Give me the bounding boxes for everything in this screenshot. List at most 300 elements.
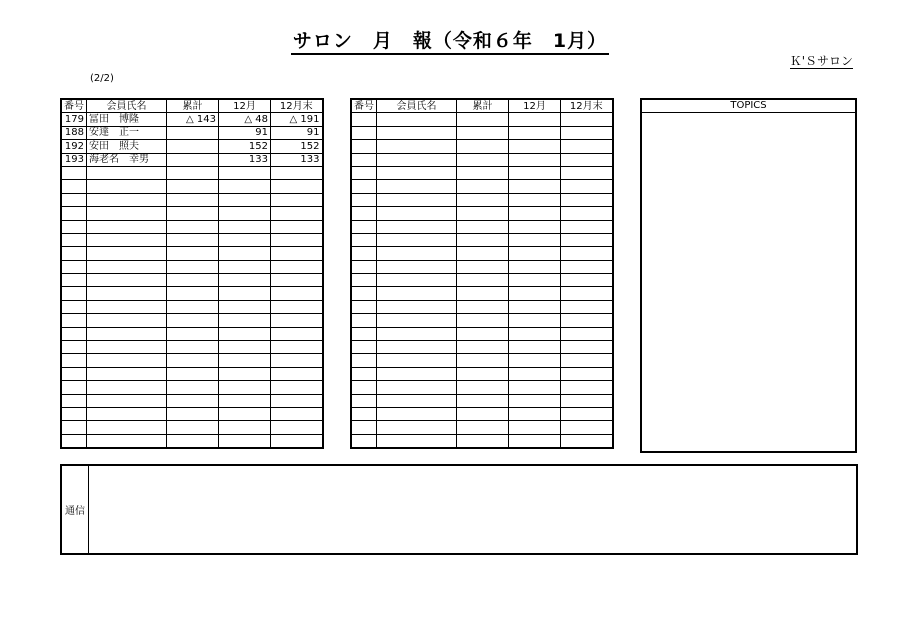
month-end-value xyxy=(561,180,613,193)
month-value xyxy=(509,407,561,420)
month-value xyxy=(219,394,271,407)
report-title: サロン 月 報（令和６年 1月） xyxy=(0,26,900,53)
table-row xyxy=(351,207,613,220)
communication-label: 通信 xyxy=(62,466,89,553)
member-name xyxy=(377,180,457,193)
organization-name: Ｋ'Ｓサロン xyxy=(789,54,853,68)
table-row xyxy=(351,381,613,394)
member-name xyxy=(87,220,167,233)
month-value xyxy=(219,180,271,193)
cumulative-total xyxy=(457,434,509,448)
cumulative-total xyxy=(457,233,509,246)
cumulative-total xyxy=(457,153,509,166)
table-row xyxy=(351,180,613,193)
cumulative-total xyxy=(457,126,509,139)
col-month-header: 12月 xyxy=(219,99,271,113)
month-value xyxy=(219,247,271,260)
cumulative-total xyxy=(167,193,219,206)
table-row xyxy=(351,300,613,313)
cumulative-total: △ 143 xyxy=(167,113,219,126)
month-end-value xyxy=(271,274,323,287)
member-name xyxy=(87,407,167,420)
cumulative-total xyxy=(167,367,219,380)
member-name xyxy=(87,421,167,434)
table-row xyxy=(61,394,323,407)
cumulative-total xyxy=(457,166,509,179)
table-row xyxy=(351,341,613,354)
member-name xyxy=(377,367,457,380)
month-end-value xyxy=(271,193,323,206)
month-value xyxy=(509,247,561,260)
table-row xyxy=(61,421,323,434)
cumulative-total xyxy=(457,394,509,407)
member-name xyxy=(87,381,167,394)
cumulative-total xyxy=(167,207,219,220)
table-row xyxy=(61,381,323,394)
month-value xyxy=(509,153,561,166)
row-number xyxy=(61,166,87,179)
month-end-value xyxy=(561,126,613,139)
row-number xyxy=(351,287,377,300)
row-number xyxy=(351,274,377,287)
table-row xyxy=(61,300,323,313)
table-row xyxy=(351,126,613,139)
member-name xyxy=(377,407,457,420)
table-row xyxy=(351,354,613,367)
member-name xyxy=(377,140,457,153)
row-number xyxy=(351,140,377,153)
month-value xyxy=(219,367,271,380)
member-name xyxy=(87,274,167,287)
member-name xyxy=(377,153,457,166)
member-name xyxy=(377,287,457,300)
table-row xyxy=(61,327,323,340)
cumulative-total xyxy=(167,220,219,233)
row-number xyxy=(351,207,377,220)
cumulative-total xyxy=(457,193,509,206)
row-number: 193 xyxy=(61,153,87,166)
month-end-value xyxy=(271,166,323,179)
col-number-header: 番号 xyxy=(61,99,87,113)
month-value xyxy=(219,220,271,233)
table-row xyxy=(61,260,323,273)
month-end-value xyxy=(561,314,613,327)
month-value xyxy=(509,300,561,313)
month-value xyxy=(509,354,561,367)
table-row xyxy=(351,140,613,153)
month-value: 133 xyxy=(219,153,271,166)
table-row xyxy=(61,207,323,220)
member-name xyxy=(377,233,457,246)
member-name xyxy=(377,274,457,287)
cumulative-total xyxy=(167,287,219,300)
month-end-value xyxy=(561,274,613,287)
cumulative-total xyxy=(167,394,219,407)
row-number xyxy=(351,300,377,313)
cumulative-total xyxy=(167,407,219,420)
month-value xyxy=(219,314,271,327)
member-name xyxy=(377,193,457,206)
member-name xyxy=(377,354,457,367)
member-name xyxy=(377,126,457,139)
month-end-value: 133 xyxy=(271,153,323,166)
cumulative-total xyxy=(167,260,219,273)
row-number xyxy=(351,180,377,193)
col-number-header: 番号 xyxy=(351,99,377,113)
row-number xyxy=(351,247,377,260)
right-table-header xyxy=(351,99,613,113)
cumulative-total xyxy=(457,140,509,153)
month-end-value xyxy=(561,354,613,367)
member-name xyxy=(87,193,167,206)
table-row xyxy=(351,274,613,287)
row-number xyxy=(61,327,87,340)
month-end-value xyxy=(271,354,323,367)
table-row xyxy=(61,166,323,179)
row-number xyxy=(61,421,87,434)
row-number xyxy=(61,180,87,193)
table-row xyxy=(351,166,613,179)
member-name xyxy=(377,421,457,434)
cumulative-total xyxy=(457,113,509,126)
table-row xyxy=(351,113,613,126)
month-value xyxy=(509,166,561,179)
table-row xyxy=(61,233,323,246)
col-month-header: 12月 xyxy=(509,99,561,113)
month-end-value xyxy=(271,247,323,260)
month-value xyxy=(219,327,271,340)
member-name xyxy=(87,247,167,260)
row-number xyxy=(351,367,377,380)
topics-box xyxy=(640,98,857,453)
cumulative-total xyxy=(457,381,509,394)
member-name xyxy=(87,287,167,300)
month-value: 91 xyxy=(219,126,271,139)
row-number xyxy=(61,407,87,420)
table-row xyxy=(61,274,323,287)
month-value xyxy=(509,394,561,407)
table-row xyxy=(351,153,613,166)
month-end-value xyxy=(271,407,323,420)
col-total-header: 累計 xyxy=(457,99,509,113)
month-end-value xyxy=(561,367,613,380)
member-name xyxy=(377,314,457,327)
cumulative-total xyxy=(167,354,219,367)
month-value xyxy=(219,193,271,206)
right-member-table xyxy=(350,98,614,449)
month-end-value xyxy=(271,367,323,380)
table-row xyxy=(351,394,613,407)
month-value: 152 xyxy=(219,140,271,153)
month-end-value: △ 191 xyxy=(271,113,323,126)
row-number xyxy=(61,381,87,394)
table-row xyxy=(61,153,323,166)
cumulative-total xyxy=(457,300,509,313)
month-end-value xyxy=(561,394,613,407)
table-row xyxy=(61,287,323,300)
table-row xyxy=(61,434,323,448)
member-name xyxy=(377,247,457,260)
row-number xyxy=(351,354,377,367)
row-number xyxy=(61,314,87,327)
month-value xyxy=(509,193,561,206)
member-name xyxy=(87,166,167,179)
member-name xyxy=(377,220,457,233)
row-number xyxy=(61,394,87,407)
month-value xyxy=(509,260,561,273)
cumulative-total xyxy=(457,247,509,260)
month-end-value xyxy=(561,434,613,448)
page-indicator: (2/2) xyxy=(90,73,114,84)
table-row xyxy=(351,434,613,448)
month-end-value xyxy=(271,233,323,246)
row-number xyxy=(351,434,377,448)
row-number xyxy=(61,247,87,260)
table-row xyxy=(61,113,323,126)
left-member-table xyxy=(60,98,324,449)
cumulative-total xyxy=(457,327,509,340)
row-number: 179 xyxy=(61,113,87,126)
table-row xyxy=(61,354,323,367)
table-row xyxy=(61,247,323,260)
month-end-value xyxy=(561,407,613,420)
row-number xyxy=(351,220,377,233)
month-value xyxy=(509,113,561,126)
cumulative-total xyxy=(167,300,219,313)
cumulative-total xyxy=(167,166,219,179)
row-number xyxy=(61,341,87,354)
month-end-value xyxy=(561,341,613,354)
table-row xyxy=(351,287,613,300)
row-number xyxy=(351,153,377,166)
row-number xyxy=(351,193,377,206)
member-name xyxy=(377,260,457,273)
month-value xyxy=(219,260,271,273)
cumulative-total xyxy=(167,341,219,354)
member-name xyxy=(377,166,457,179)
member-name xyxy=(377,207,457,220)
row-number xyxy=(351,341,377,354)
month-value xyxy=(509,207,561,220)
month-value xyxy=(219,233,271,246)
member-name xyxy=(87,434,167,448)
member-name xyxy=(87,260,167,273)
month-end-value xyxy=(561,247,613,260)
month-end-value xyxy=(561,327,613,340)
cumulative-total xyxy=(167,233,219,246)
month-end-value xyxy=(561,140,613,153)
month-end-value xyxy=(271,180,323,193)
row-number xyxy=(61,274,87,287)
table-row xyxy=(351,233,613,246)
table-row xyxy=(351,314,613,327)
member-name xyxy=(377,381,457,394)
member-name xyxy=(377,341,457,354)
month-end-value xyxy=(561,113,613,126)
month-end-value: 152 xyxy=(271,140,323,153)
row-number xyxy=(351,407,377,420)
table-row xyxy=(351,247,613,260)
row-number xyxy=(61,300,87,313)
month-end-value xyxy=(271,220,323,233)
row-number xyxy=(61,367,87,380)
month-value xyxy=(509,274,561,287)
month-end-value xyxy=(561,421,613,434)
member-name xyxy=(87,180,167,193)
table-row xyxy=(61,220,323,233)
month-value xyxy=(219,421,271,434)
member-name xyxy=(377,434,457,448)
month-end-value xyxy=(561,153,613,166)
month-end-value xyxy=(561,233,613,246)
row-number xyxy=(351,421,377,434)
month-end-value xyxy=(271,341,323,354)
member-name xyxy=(87,314,167,327)
month-value xyxy=(509,140,561,153)
month-value xyxy=(509,367,561,380)
col-name-header: 会員氏名 xyxy=(377,99,457,113)
member-name xyxy=(377,394,457,407)
month-end-value xyxy=(561,260,613,273)
member-name xyxy=(87,207,167,220)
cumulative-total xyxy=(457,421,509,434)
table-row xyxy=(61,126,323,139)
row-number: 188 xyxy=(61,126,87,139)
row-number xyxy=(351,233,377,246)
cumulative-total xyxy=(457,287,509,300)
month-value xyxy=(219,354,271,367)
cumulative-total xyxy=(167,381,219,394)
cumulative-total xyxy=(167,153,219,166)
table-row xyxy=(61,140,323,153)
month-value xyxy=(509,341,561,354)
month-value xyxy=(509,180,561,193)
month-end-value xyxy=(271,314,323,327)
row-number xyxy=(351,113,377,126)
month-end-value xyxy=(271,260,323,273)
month-value xyxy=(219,434,271,448)
month-end-value xyxy=(271,381,323,394)
table-row xyxy=(61,314,323,327)
cumulative-total xyxy=(167,247,219,260)
month-end-value xyxy=(561,207,613,220)
month-end-value xyxy=(271,287,323,300)
month-end-value xyxy=(561,166,613,179)
row-number xyxy=(351,327,377,340)
month-end-value xyxy=(271,300,323,313)
col-total-header: 累計 xyxy=(167,99,219,113)
month-end-value xyxy=(561,287,613,300)
month-value: △ 48 xyxy=(219,113,271,126)
table-row xyxy=(351,421,613,434)
month-end-value xyxy=(561,381,613,394)
month-value xyxy=(509,126,561,139)
month-value xyxy=(219,287,271,300)
table-row xyxy=(351,367,613,380)
row-number: 192 xyxy=(61,140,87,153)
month-end-value xyxy=(561,300,613,313)
member-name: 冨田 博隆 xyxy=(87,113,167,126)
cumulative-total xyxy=(457,354,509,367)
row-number xyxy=(61,193,87,206)
member-name xyxy=(377,300,457,313)
table-row xyxy=(61,407,323,420)
row-number xyxy=(351,381,377,394)
month-value xyxy=(509,381,561,394)
month-value xyxy=(219,166,271,179)
month-end-value xyxy=(271,434,323,448)
member-name xyxy=(377,113,457,126)
row-number xyxy=(61,434,87,448)
month-value xyxy=(509,327,561,340)
member-name xyxy=(87,354,167,367)
cumulative-total xyxy=(457,341,509,354)
month-end-value xyxy=(561,220,613,233)
month-value xyxy=(219,300,271,313)
cumulative-total xyxy=(457,260,509,273)
member-name xyxy=(377,327,457,340)
member-name xyxy=(87,233,167,246)
month-end-value xyxy=(271,421,323,434)
table-row xyxy=(351,220,613,233)
table-row xyxy=(351,260,613,273)
cumulative-total xyxy=(457,407,509,420)
table-row xyxy=(351,327,613,340)
member-name xyxy=(87,300,167,313)
cumulative-total xyxy=(167,327,219,340)
month-end-value xyxy=(561,193,613,206)
cumulative-total xyxy=(457,367,509,380)
month-value xyxy=(219,207,271,220)
member-name xyxy=(87,367,167,380)
member-name: 海老名 幸男 xyxy=(87,153,167,166)
month-value xyxy=(219,274,271,287)
cumulative-total xyxy=(167,126,219,139)
row-number xyxy=(351,126,377,139)
member-name xyxy=(87,327,167,340)
row-number xyxy=(61,354,87,367)
member-name xyxy=(87,341,167,354)
left-table-header xyxy=(61,99,323,113)
cumulative-total xyxy=(167,180,219,193)
table-row xyxy=(61,341,323,354)
month-end-value xyxy=(271,327,323,340)
communication-box xyxy=(60,464,858,555)
row-number xyxy=(61,207,87,220)
row-number xyxy=(61,287,87,300)
month-end-value: 91 xyxy=(271,126,323,139)
cumulative-total xyxy=(167,421,219,434)
cumulative-total xyxy=(167,274,219,287)
row-number xyxy=(61,220,87,233)
month-value xyxy=(509,434,561,448)
month-end-value xyxy=(271,207,323,220)
month-value xyxy=(509,220,561,233)
cumulative-total xyxy=(167,140,219,153)
month-value xyxy=(509,314,561,327)
month-value xyxy=(219,381,271,394)
member-name: 安達 正一 xyxy=(87,126,167,139)
cumulative-total xyxy=(457,220,509,233)
member-name xyxy=(87,394,167,407)
cumulative-total xyxy=(167,314,219,327)
cumulative-total xyxy=(167,434,219,448)
row-number xyxy=(61,260,87,273)
cumulative-total xyxy=(457,314,509,327)
row-number xyxy=(351,314,377,327)
month-value xyxy=(509,287,561,300)
table-row xyxy=(61,193,323,206)
